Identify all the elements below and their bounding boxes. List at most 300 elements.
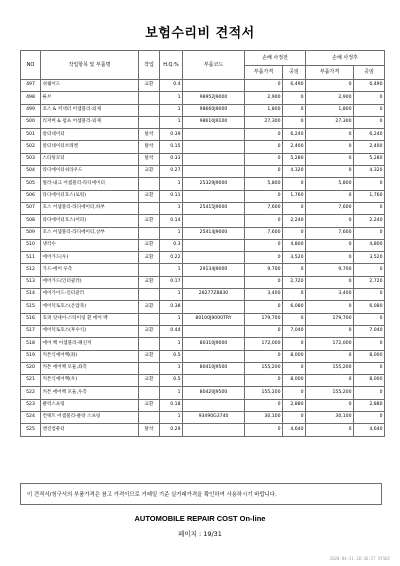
row-item-name: 라디에이터쉬라우드 — [41, 166, 139, 178]
row-after-part-price: 0 — [306, 424, 354, 436]
row-after-part-price: 0 — [306, 166, 354, 178]
row-part-code — [183, 215, 245, 227]
row-work-type — [139, 313, 160, 325]
table-row — [21, 313, 385, 325]
row-hqty: 1 — [160, 387, 183, 399]
row-before-labor: 4,640 — [283, 424, 306, 436]
row-work-type — [139, 264, 160, 276]
row-work-type: 탈착 — [139, 424, 160, 436]
row-no: 513 — [21, 276, 41, 288]
row-no: 499 — [21, 104, 41, 116]
row-hqty: 1 — [160, 178, 183, 190]
row-hqty: 0.18 — [160, 399, 183, 411]
row-before-part-price: 0 — [245, 239, 283, 251]
row-after-labor: 4,320 — [354, 166, 385, 178]
row-item-name: 에어덕토호스(후수식) — [41, 325, 139, 337]
row-before-labor: 7,040 — [283, 325, 306, 337]
row-item-name: 가드-에어 우측 — [41, 264, 139, 276]
row-item-name: 호스 어셈블리-라디에이터,하부 — [41, 202, 139, 214]
row-before-part-price: 30,100 — [245, 412, 283, 424]
row-before-labor: 0 — [283, 264, 306, 276]
header-work: 작업 — [139, 51, 160, 80]
row-item-name: 엔진컴퓨터 — [41, 424, 139, 436]
row-work-type — [139, 92, 160, 104]
row-after-labor: 0 — [354, 289, 385, 301]
row-after-labor: 2,240 — [354, 215, 385, 227]
row-before-part-price: 0 — [245, 276, 283, 288]
table-row — [21, 362, 385, 374]
row-before-labor: 0 — [283, 338, 306, 350]
table-row — [21, 129, 385, 141]
row-before-part-price: 0 — [245, 399, 283, 411]
row-hqty: 0.38 — [160, 301, 183, 313]
row-work-type — [139, 104, 160, 116]
table-row — [21, 387, 385, 399]
header-no: NO — [21, 51, 41, 80]
row-before-part-price: 0 — [245, 153, 283, 165]
row-no: 508 — [21, 215, 41, 227]
row-part-code: 25415J9000 — [183, 202, 245, 214]
row-no: 521 — [21, 375, 41, 387]
row-after-labor: 8,000 — [354, 350, 385, 362]
row-item-name: 스타팅모터 — [41, 153, 139, 165]
row-item-name: 커튼식에어백(좌) — [41, 350, 139, 362]
footer-title: AUTOMOBILE REPAIR COST On-line — [134, 514, 266, 523]
row-no: 506 — [21, 190, 41, 202]
table-row — [21, 153, 385, 165]
row-after-part-price: 0 — [306, 190, 354, 202]
row-before-labor: 2,400 — [283, 141, 306, 153]
row-work-type — [139, 178, 160, 190]
row-hqty: 1 — [160, 227, 183, 239]
row-before-labor: 4,320 — [283, 166, 306, 178]
row-after-labor: 1,760 — [354, 190, 385, 202]
table-row — [21, 399, 385, 411]
row-after-part-price: 155,200 — [306, 387, 354, 399]
row-item-name: 호퍼 앗세이-스타이링 환 에어 백 — [41, 313, 139, 325]
row-after-part-price: 0 — [306, 141, 354, 153]
table-row — [21, 215, 385, 227]
row-no: 510 — [21, 239, 41, 251]
row-before-part-price: 2,900 — [245, 92, 283, 104]
row-before-part-price: 0 — [245, 375, 283, 387]
row-no: 511 — [21, 252, 41, 264]
row-work-type — [139, 338, 160, 350]
row-hqty: 0.39 — [160, 129, 183, 141]
row-before-part-price: 27,300 — [245, 116, 283, 128]
table-row — [21, 325, 385, 337]
row-before-part-price: 155,200 — [245, 387, 283, 399]
table-row — [21, 166, 385, 178]
row-item-name: 에어가드(우) — [41, 252, 139, 264]
row-item-name: 커튼식에어백(우) — [41, 375, 139, 387]
row-after-part-price: 30,100 — [306, 412, 354, 424]
row-part-code: 98952J9000 — [183, 92, 245, 104]
row-no: 524 — [21, 412, 41, 424]
row-hqty: 0.5 — [160, 350, 183, 362]
table-row — [21, 178, 385, 190]
table-row — [21, 289, 385, 301]
row-part-code — [183, 129, 245, 141]
row-no: 501 — [21, 129, 41, 141]
row-hqty: 1 — [160, 289, 183, 301]
row-after-part-price: 0 — [306, 80, 354, 92]
row-before-part-price: 7,600 — [245, 202, 283, 214]
row-item-name: 에어가이드-인터쿨러 — [41, 289, 139, 301]
row-before-labor: 8,000 — [283, 375, 306, 387]
row-before-part-price: 155,200 — [245, 362, 283, 374]
table-row — [21, 412, 385, 424]
header-hqty: H.Q.% — [160, 51, 183, 80]
header-part-code: 부품코드 — [183, 51, 245, 80]
row-before-part-price: 0 — [245, 350, 283, 362]
row-no: 514 — [21, 289, 41, 301]
row-before-labor: 0 — [283, 227, 306, 239]
row-hqty: 0.44 — [160, 325, 183, 337]
row-hqty: 1 — [160, 92, 183, 104]
row-after-labor: 2,880 — [354, 399, 385, 411]
row-no: 516 — [21, 313, 41, 325]
row-before-part-price: 7,600 — [245, 227, 283, 239]
row-item-name: 커튼 에어백 모듈,좌측 — [41, 362, 139, 374]
header-before-part-price: 부품가격 — [245, 66, 283, 80]
row-after-part-price: 0 — [306, 239, 354, 251]
row-after-labor: 0 — [354, 92, 385, 104]
row-no: 517 — [21, 325, 41, 337]
row-after-part-price: 0 — [306, 325, 354, 337]
row-part-code: 25414J9000 — [183, 227, 245, 239]
row-hqty: 1 — [160, 264, 183, 276]
row-item-name: 라디에이터호스(로워) — [41, 190, 139, 202]
row-before-labor: 0 — [283, 178, 306, 190]
row-work-type — [139, 289, 160, 301]
row-work-type: 탈착 — [139, 153, 160, 165]
row-part-code: 98660J9000 — [183, 104, 245, 116]
row-before-labor: 1,760 — [283, 190, 306, 202]
row-no: 512 — [21, 264, 41, 276]
table-row — [21, 202, 385, 214]
row-item-name: 에어 백 어셈블리-패신저 — [41, 338, 139, 350]
row-item-name: 리저버 & 펌프 어셈블리-외제 — [41, 116, 139, 128]
row-hqty: 1 — [160, 338, 183, 350]
row-work-type: 교환 — [139, 276, 160, 288]
row-before-labor: 2,240 — [283, 215, 306, 227]
row-before-labor: 6,490 — [283, 80, 306, 92]
row-before-part-price: 0 — [245, 252, 283, 264]
row-before-labor: 2,880 — [283, 399, 306, 411]
row-after-part-price: 0 — [306, 129, 354, 141]
row-part-code — [183, 375, 245, 387]
row-after-labor: 0 — [354, 313, 385, 325]
row-part-code — [183, 153, 245, 165]
row-after-part-price: 1,800 — [306, 104, 354, 116]
row-item-name: 씰러-내크 어셈블리-라디에이터 — [41, 178, 139, 190]
row-before-part-price: 0 — [245, 215, 283, 227]
row-work-type: 교환 — [139, 399, 160, 411]
row-work-type: 교환 — [139, 350, 160, 362]
row-part-code: 80420J9500 — [183, 387, 245, 399]
row-no: 505 — [21, 178, 41, 190]
row-hqty: 0.33 — [160, 153, 183, 165]
row-before-part-price: 5,800 — [245, 178, 283, 190]
page-number: 페이지 : 19/31 — [178, 530, 222, 538]
row-after-part-price: 7,600 — [306, 227, 354, 239]
row-no: 497 — [21, 80, 41, 92]
row-work-type: 교환 — [139, 80, 160, 92]
header-after-part-price: 부품가격 — [306, 66, 354, 80]
row-after-part-price: 5,800 — [306, 178, 354, 190]
row-after-labor: 0 — [354, 116, 385, 128]
table-row — [21, 301, 385, 313]
row-hqty: 0.17 — [160, 276, 183, 288]
row-hqty: 0.3 — [160, 239, 183, 251]
row-part-code — [183, 239, 245, 251]
row-hqty: 1 — [160, 116, 183, 128]
row-work-type — [139, 227, 160, 239]
row-before-labor: 6,080 — [283, 301, 306, 313]
row-before-labor: 0 — [283, 412, 306, 424]
row-before-labor: 0 — [283, 387, 306, 399]
row-part-code — [183, 252, 245, 264]
row-before-part-price: 0 — [245, 301, 283, 313]
header-work-item: 작업항목 및 부품명 — [41, 51, 139, 80]
row-after-labor: 3,520 — [354, 252, 385, 264]
row-part-code — [183, 80, 245, 92]
header-after-group: 손해 사정후 — [306, 51, 385, 66]
row-before-part-price: 172,000 — [245, 338, 283, 350]
table-row — [21, 252, 385, 264]
row-after-labor: 2,400 — [354, 141, 385, 153]
row-part-code: 93490G3740 — [183, 412, 245, 424]
table-row — [21, 350, 385, 362]
row-item-name: 알터네이터 — [41, 129, 139, 141]
row-hqty: 0.4 — [160, 80, 183, 92]
row-before-labor: 8,000 — [283, 350, 306, 362]
row-work-type — [139, 412, 160, 424]
row-hqty: 0.29 — [160, 424, 183, 436]
row-work-type: 교환 — [139, 375, 160, 387]
row-after-part-price: 0 — [306, 215, 354, 227]
row-before-part-price: 0 — [245, 141, 283, 153]
row-before-part-price: 9,700 — [245, 264, 283, 276]
row-no: 520 — [21, 362, 41, 374]
row-before-labor: 0 — [283, 104, 306, 116]
row-hqty: 0.14 — [160, 215, 183, 227]
row-after-part-price: 0 — [306, 252, 354, 264]
row-after-labor: 0 — [354, 264, 385, 276]
row-part-code: 98610J9100 — [183, 116, 245, 128]
row-after-part-price: 3,400 — [306, 289, 354, 301]
row-no: 519 — [21, 350, 41, 362]
row-item-name: 호스 어셈블리-라디에이터,상부 — [41, 227, 139, 239]
row-item-name: 에어덕토호스(온압축) — [41, 301, 139, 313]
row-work-type: 교환 — [139, 239, 160, 251]
row-after-labor: 5,280 — [354, 153, 385, 165]
row-part-code — [183, 190, 245, 202]
row-part-code — [183, 276, 245, 288]
row-before-labor: 2,720 — [283, 276, 306, 288]
row-after-part-price: 155,200 — [306, 362, 354, 374]
row-item-name: 에어가드(인터쿨러) — [41, 276, 139, 288]
row-after-labor: 6,490 — [354, 80, 385, 92]
row-before-part-price: 0 — [245, 424, 283, 436]
row-work-type: 교환 — [139, 301, 160, 313]
header-before-labor: 공임 — [283, 66, 306, 80]
row-work-type: 교환 — [139, 252, 160, 264]
row-hqty: 1 — [160, 313, 183, 325]
row-after-labor: 0 — [354, 202, 385, 214]
row-hqty: 0.27 — [160, 166, 183, 178]
row-hqty: 0.15 — [160, 141, 183, 153]
row-before-labor: 3,520 — [283, 252, 306, 264]
row-item-name: 컨택트 어셈블리-클락 스프링 — [41, 412, 139, 424]
row-item-name: 알터네이터브래켓 — [41, 141, 139, 153]
row-work-type: 탈착 — [139, 129, 160, 141]
row-before-part-price: 0 — [245, 166, 283, 178]
row-item-name: 쉬쉐이드 — [41, 80, 139, 92]
table-row — [21, 80, 385, 92]
row-hqty: 1 — [160, 202, 183, 214]
row-no: 518 — [21, 338, 41, 350]
row-after-part-price: 172,000 — [306, 338, 354, 350]
row-before-labor: 6,240 — [283, 129, 306, 141]
row-after-part-price: 9,700 — [306, 264, 354, 276]
row-hqty: 0.11 — [160, 190, 183, 202]
row-part-code: 80310J9000 — [183, 338, 245, 350]
table-row — [21, 104, 385, 116]
row-hqty: 1 — [160, 362, 183, 374]
row-after-labor: 0 — [354, 338, 385, 350]
header-before-group: 손해 사정전 — [245, 51, 306, 66]
row-after-part-price: 0 — [306, 301, 354, 313]
row-no: 525 — [21, 424, 41, 436]
table-row — [21, 375, 385, 387]
row-no: 515 — [21, 301, 41, 313]
row-before-part-price: 179,700 — [245, 313, 283, 325]
row-part-code: 80410J9500 — [183, 362, 245, 374]
row-before-part-price: 3,400 — [245, 289, 283, 301]
row-after-labor: 0 — [354, 387, 385, 399]
table-row — [21, 276, 385, 288]
row-no: 500 — [21, 116, 41, 128]
row-work-type: 교환 — [139, 166, 160, 178]
row-before-labor: 0 — [283, 202, 306, 214]
row-after-labor: 7,040 — [354, 325, 385, 337]
row-part-code — [183, 325, 245, 337]
row-before-labor: 5,280 — [283, 153, 306, 165]
row-no: 498 — [21, 92, 41, 104]
row-after-part-price: 0 — [306, 399, 354, 411]
row-item-name: 호스 & 커넥터 어셈블리-외제 — [41, 104, 139, 116]
estimate-rows — [21, 80, 385, 437]
row-work-type: 탈착 — [139, 141, 160, 153]
row-after-labor: 4,640 — [354, 424, 385, 436]
row-before-labor: 0 — [283, 116, 306, 128]
row-after-labor: 6,080 — [354, 301, 385, 313]
estimate-table — [20, 50, 385, 437]
row-part-code — [183, 166, 245, 178]
table-row — [21, 424, 385, 436]
row-work-type — [139, 202, 160, 214]
row-after-labor: 0 — [354, 227, 385, 239]
row-after-part-price: 0 — [306, 350, 354, 362]
row-item-name: 클럭스프링 — [41, 399, 139, 411]
row-work-type: 교환 — [139, 190, 160, 202]
row-before-part-price: 0 — [245, 80, 283, 92]
row-work-type: 교환 — [139, 325, 160, 337]
row-no: 509 — [21, 227, 41, 239]
row-item-name: 냉각수 — [41, 239, 139, 251]
row-after-part-price: 0 — [306, 276, 354, 288]
row-hqty: 1 — [160, 104, 183, 116]
row-before-labor: 0 — [283, 313, 306, 325]
row-after-labor: 0 — [354, 362, 385, 374]
row-after-part-price: 2,900 — [306, 92, 354, 104]
row-after-labor: 2,720 — [354, 276, 385, 288]
row-part-code — [183, 424, 245, 436]
table-row — [21, 264, 385, 276]
row-part-code: 29134J9000 — [183, 264, 245, 276]
row-before-part-price: 0 — [245, 129, 283, 141]
row-work-type — [139, 387, 160, 399]
row-before-labor: 0 — [283, 362, 306, 374]
table-row — [21, 141, 385, 153]
row-item-name: 라디에이터호스(어퍼) — [41, 215, 139, 227]
row-part-code: 28277Z8830 — [183, 289, 245, 301]
row-after-part-price: 0 — [306, 153, 354, 165]
row-work-type — [139, 116, 160, 128]
row-after-labor: 6,240 — [354, 129, 385, 141]
row-item-name: 커튼 에어백 모듈,우측 — [41, 387, 139, 399]
row-work-type: 교환 — [139, 215, 160, 227]
row-part-code — [183, 399, 245, 411]
print-timestamp: 2020-04-21 20:36:57 XY102 — [329, 556, 390, 561]
row-after-labor: 8,000 — [354, 375, 385, 387]
row-hqty: 0.5 — [160, 375, 183, 387]
row-after-labor: 0 — [354, 412, 385, 424]
row-before-labor: 4,800 — [283, 239, 306, 251]
row-after-part-price: 179,700 — [306, 313, 354, 325]
row-no: 523 — [21, 399, 41, 411]
row-no: 503 — [21, 153, 41, 165]
document-title: 보험수리비 견적서 — [145, 26, 255, 41]
row-part-code: 80100J9000TRY — [183, 313, 245, 325]
table-row — [21, 239, 385, 251]
row-after-labor: 0 — [354, 178, 385, 190]
row-after-part-price: 0 — [306, 375, 354, 387]
row-no: 504 — [21, 166, 41, 178]
row-item-name: 튜브 — [41, 92, 139, 104]
row-before-part-price: 0 — [245, 325, 283, 337]
row-hqty: 0.22 — [160, 252, 183, 264]
row-part-code — [183, 141, 245, 153]
price-notice: 이 견적서/청구서의 부품가격은 참고 가격이므로 거래일 기준 실거래가격을 확인하여 사용하시기 바랍니다. — [20, 483, 382, 505]
row-before-labor: 0 — [283, 92, 306, 104]
row-no: 502 — [21, 141, 41, 153]
row-before-part-price: 0 — [245, 190, 283, 202]
row-part-code — [183, 301, 245, 313]
row-after-part-price: 7,600 — [306, 202, 354, 214]
row-before-part-price: 1,800 — [245, 104, 283, 116]
row-no: 522 — [21, 387, 41, 399]
row-after-part-price: 27,300 — [306, 116, 354, 128]
table-row — [21, 116, 385, 128]
row-after-labor: 4,800 — [354, 239, 385, 251]
row-part-code: 25329J9000 — [183, 178, 245, 190]
row-work-type — [139, 362, 160, 374]
row-part-code — [183, 350, 245, 362]
row-after-labor: 0 — [354, 104, 385, 116]
